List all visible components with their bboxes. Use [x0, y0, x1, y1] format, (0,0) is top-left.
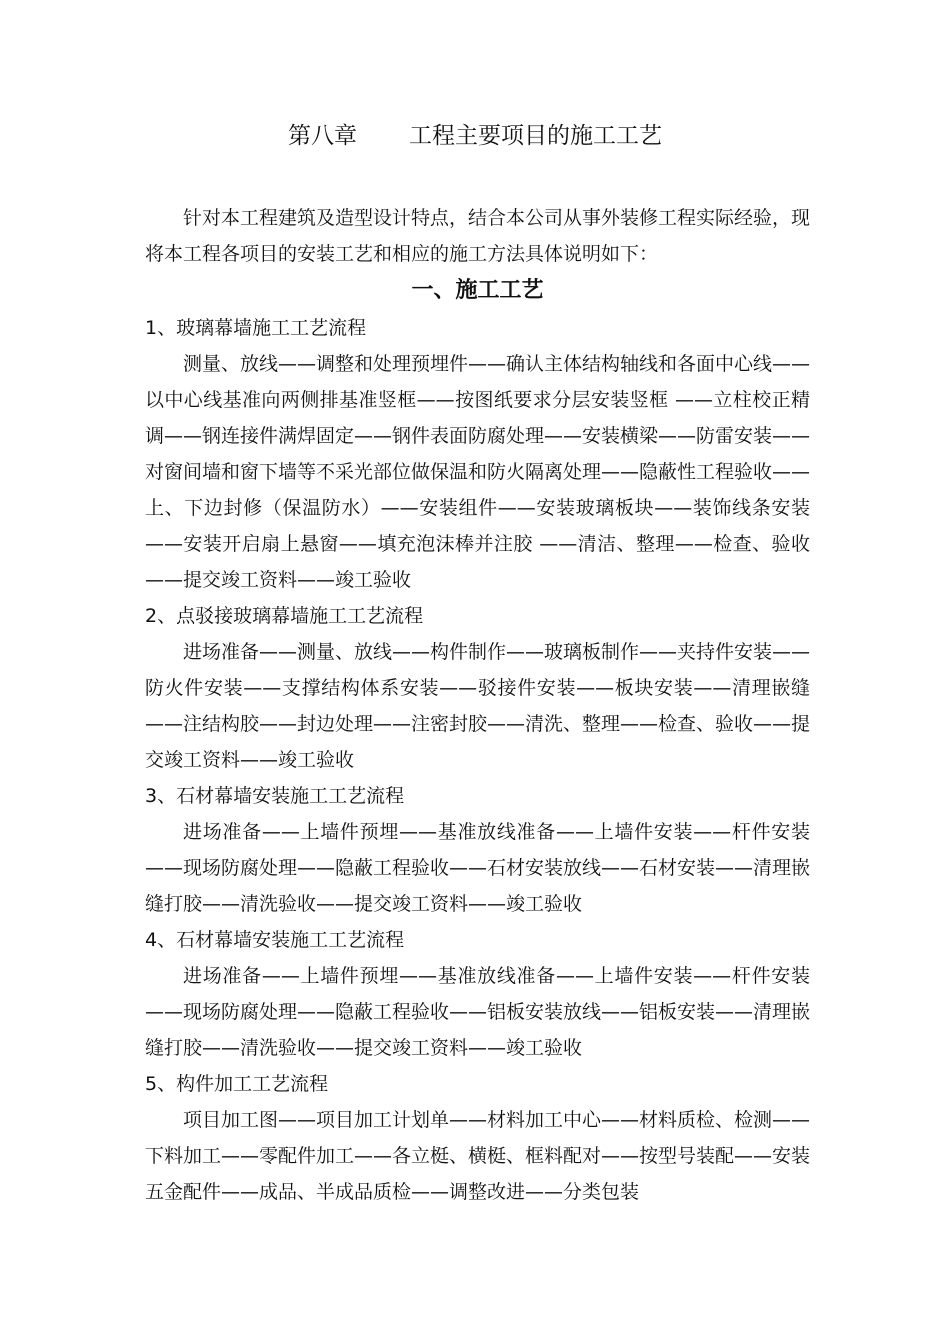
section-title: 一、施工工艺	[411, 278, 544, 303]
item-text-4: 进场准备——上墙件预埋——基准放线准备——上墙件安装——杆件安装——现场防腐处理——隐蔽工程验收——铝板安装放线——铝板安装——清理嵌缝打胶——清洗验收——提交竣工资料——竣工验收	[145, 965, 811, 1059]
item-text-3: 进场准备——上墙件预埋——基准放线准备——上墙件安装——杆件安装——现场防腐处理——隐蔽工程验收——石材安装放线——石材安装——清理嵌缝打胶——清洗验收——提交竣工资料——竣工验收	[145, 821, 811, 915]
chapter-title	[0, 118, 950, 154]
intro-paragraph: 针对本工程建筑及造型设计特点，结合本公司从事外装修工程实际经验，现将本工程各项目的安装工艺和相应的施工方法具体说明如下：	[145, 207, 811, 265]
chapter-label: 第八章	[288, 123, 357, 149]
item-heading-2: 2、点驳接玻璃幕墙施工工艺流程	[145, 605, 424, 627]
item-text-1: 测量、放线——调整和处理预埋件——确认主体结构轴线和各面中心线——以中心线基准向两侧排基准竖框——按图纸要求分层安装竖框 ——立柱校正精调——钢连接件满焊固定——钢件表面防腐处理——安装横梁——防雷安装——对窗间墙和窗下墙等不采光部位做保温和防火隔离处理——隐蔽性工程验收——上、下边封修（保温防水）——安装组件——安装玻璃板块——装饰线条安装——安装开启扇上悬窗——填充泡沫棒并注胶 ——清洁、整理——检查、验收——提交竣工资料——竣工验收	[145, 353, 811, 591]
item-text-5: 项目加工图——项目加工计划单——材料加工中心——材料质检、检测——下料加工——零配件加工——各立梃、横梃、框料配对——按型号装配——安装五金配件——成品、半成品质检——调整改进——分类包装	[145, 1109, 811, 1203]
document-body	[145, 200, 810, 1210]
item-text-2: 进场准备——测量、放线——构件制作——玻璃板制作——夹持件安装——防火件安装——支撑结构体系安装——驳接件安装——板块安装——清理嵌缝——注结构胶——封边处理——注密封胶——清洗、整理——检查、验收——提交竣工资料——竣工验收	[145, 641, 811, 771]
item-heading-3: 3、石材幕墙安装施工工艺流程	[145, 785, 405, 807]
item-heading-1: 1、玻璃幕墙施工工艺流程	[145, 317, 367, 339]
chapter-name: 工程主要项目的施工工艺	[409, 123, 662, 149]
item-heading-4: 4、石材幕墙安装施工工艺流程	[145, 929, 405, 951]
item-heading-5: 5、构件加工工艺流程	[145, 1073, 329, 1095]
